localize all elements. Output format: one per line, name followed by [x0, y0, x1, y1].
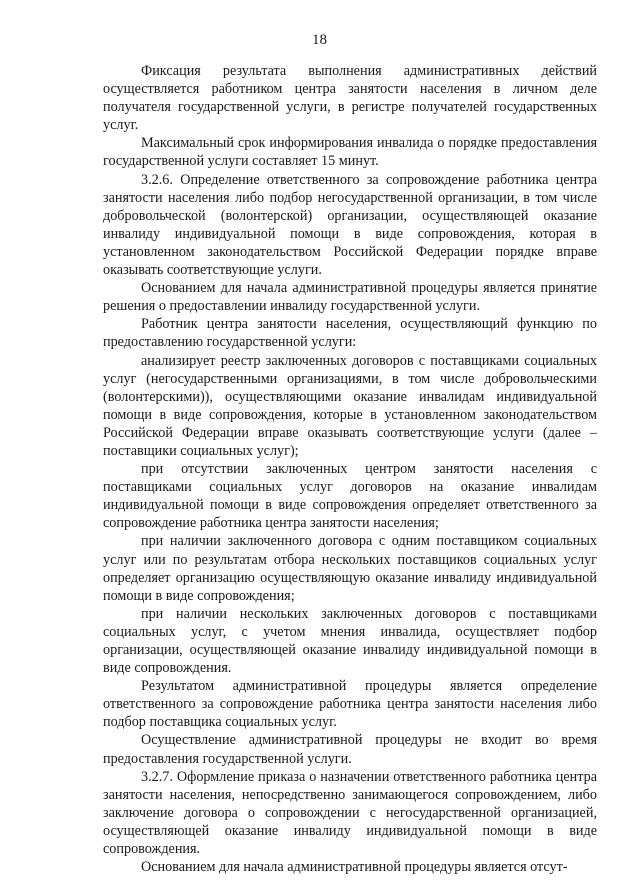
paragraph-time: Осуществление административной процедуры не входит во время предоставления государственной услуги.: [103, 732, 597, 767]
list-item-absence: при отсутствии заключенных центром занятости населения с поставщиками социальных услуг договоров на оказание инвалидам индивидуальной помощи в виде сопровождения определяет ответственного за сопровождение работника центра занятости населения;: [103, 461, 597, 532]
paragraph-basis: Основанием для начала административной процедуры является принятие решения о предоставлении инвалиду государственной услуги.: [103, 280, 597, 315]
paragraph-section-3-2-7: 3.2.7. Оформление приказа о назначении ответственного работника центра занятости населения, непосредственно занимающегося сопровождением, либо заключение договора о сопровождении с негосударственной организацией, осуществляющей оказание инвалиду индивидуальной помощи в виде сопровождения.: [103, 768, 597, 858]
paragraph-basis-continued: Основанием для начала административной процедуры является отсут-: [141, 859, 568, 876]
paragraph-section-3-2-6: 3.2.6. Определение ответственного за сопровождение работника центра занятости населения либо подбор негосударственной организации, в том числе добровольческой (волонтерской) организации, осуществляющей оказание инвалиду индивидуальной помощи в виде сопровождения, которая в установленном законодательством Российской Федерации порядке вправе оказывать соответствующие услуги.: [103, 171, 597, 279]
paragraph-result: Результатом административной процедуры является определение ответственного за сопровождение работника центра занятости населения либо подбор поставщика социальных услуг.: [103, 678, 597, 731]
list-item-single-contract: при наличии заключенного договора с одним поставщиком социальных услуг или по результатам отбора нескольких поставщиков социальных услуг определяет организацию осуществляющую оказание инвалиду индивидуальной помощи в виде сопровождения;: [103, 533, 597, 604]
page-number: 18: [312, 32, 327, 48]
document-body: [103, 62, 597, 876]
list-item-analyzes: анализирует реестр заключенных договоров с поставщиками социальных услуг (негосударственными организациями, в том числе добровольческими (волонтерскими)), осуществляющими оказание инвалидам индивидуальной помощи в виде сопровождения, которые в установленном законодательством Российской Федерации вправе оказывать соответствующие услуги (далее – поставщики социальных услуг);: [103, 352, 597, 459]
paragraph-worker: Работник центра занятости населения, осуществляющий функцию по предоставлению государственной услуги:: [103, 316, 597, 351]
paragraph-fixation: Фиксация результата выполнения административных действий осуществляется работником центра занятости населения в личном деле получателя государственной услуги, в регистре получателей государственных услуг.: [103, 63, 597, 134]
list-item-several-contracts: при наличии нескольких заключенных договоров с поставщиками социальных услуг, с учетом мнения инвалида, осуществляет подбор организации, осуществляющей оказание инвалиду индивидуальной помощи в виде сопровождения.: [103, 605, 597, 677]
paragraph-max-term: Максимальный срок информирования инвалида о порядке предоставления государственной услуги составляет 15 минут.: [103, 135, 597, 170]
